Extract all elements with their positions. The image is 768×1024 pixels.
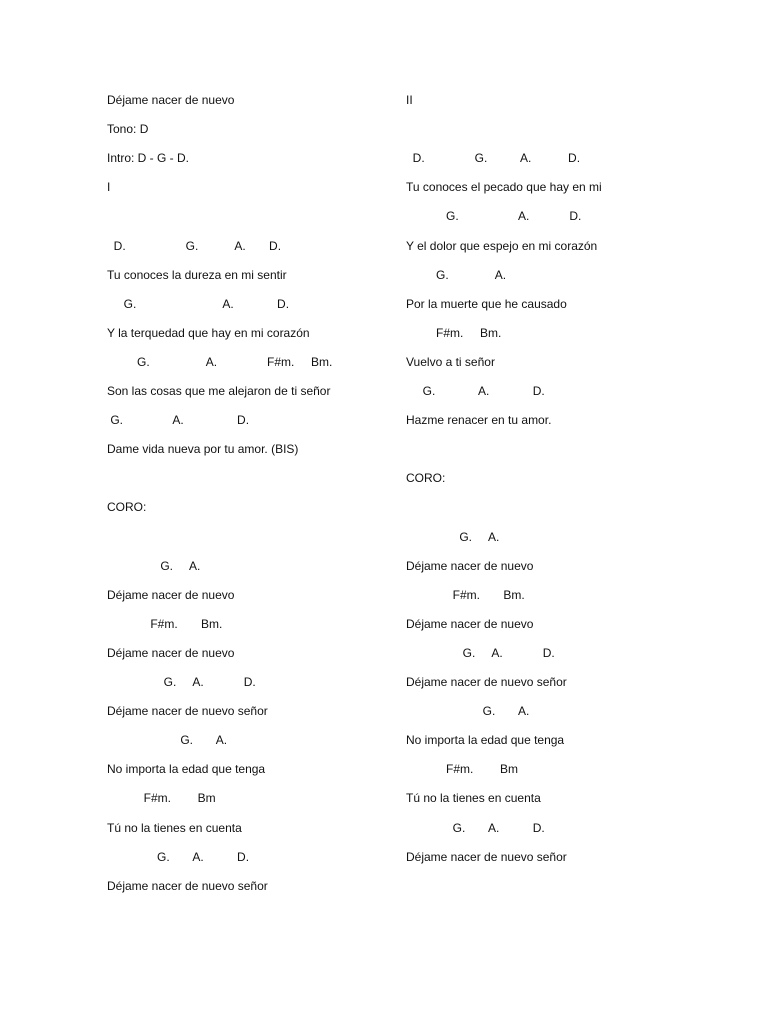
left-column-line: Dame vida nueva por tu amor. (BIS) bbox=[107, 442, 299, 457]
right-column-line: Hazme renacer en tu amor. bbox=[406, 413, 552, 428]
left-column-line: F#m. Bm. bbox=[107, 616, 223, 631]
right-column-line: G. A. D. bbox=[406, 384, 545, 398]
right-column-line: Déjame nacer de nuevo señor bbox=[406, 849, 567, 864]
right-column-line: G. A. bbox=[406, 704, 530, 719]
right-column-line: Por la muerte que he causado bbox=[406, 296, 567, 311]
right-column-line: F#m. Bm. bbox=[406, 587, 525, 602]
left-column-line: G. A. bbox=[107, 733, 228, 748]
left-column-line: Y la terquedad que hay en mi corazón bbox=[107, 325, 310, 340]
left-column-line: Déjame nacer de nuevo señor bbox=[107, 878, 268, 893]
right-column-line: F#m. Bm bbox=[406, 762, 519, 777]
right-column-line: Y el dolor que espejo en mi corazón bbox=[406, 238, 598, 253]
right-column-line: G. A. D. bbox=[406, 820, 545, 835]
right-column-line: CORO: bbox=[406, 471, 446, 486]
left-column-line: Tu conoces la dureza en mi sentir bbox=[107, 267, 287, 282]
left-column-line: G. A. F#m. Bm. bbox=[107, 354, 333, 369]
right-column-line: G. A. bbox=[406, 267, 507, 282]
left-column-line: G. A. D. bbox=[107, 675, 256, 689]
left-column-line: G. A. bbox=[107, 558, 201, 573]
left-column-line: Tú no la tienes en cuenta bbox=[107, 820, 242, 835]
right-column-line: II bbox=[406, 93, 413, 107]
left-column-line: Intro: D - G - D. bbox=[107, 151, 190, 166]
left-column-line: Déjame nacer de nuevo bbox=[107, 93, 235, 107]
right-column-line: Tú no la tienes en cuenta bbox=[406, 791, 541, 806]
right-column-line: G. A. D. bbox=[406, 645, 555, 660]
left-column-line: G. A. D. bbox=[107, 849, 250, 864]
right-column-line: G. A. D. bbox=[406, 209, 582, 224]
right-column-line: No importa la edad que tenga bbox=[406, 733, 565, 748]
right-column-line: D. G. A. D. bbox=[406, 151, 581, 166]
left-column-line: F#m. Bm bbox=[107, 791, 216, 806]
left-column-line: D. G. A. D. bbox=[107, 238, 282, 253]
right-column-line: Déjame nacer de nuevo bbox=[406, 616, 534, 631]
left-column-line: CORO: bbox=[107, 500, 147, 515]
right-column-line: Vuelvo a ti señor bbox=[406, 354, 495, 369]
right-column-line: Déjame nacer de nuevo bbox=[406, 558, 534, 573]
right-column-line: Déjame nacer de nuevo señor bbox=[406, 675, 567, 689]
right-column-line: G. A. bbox=[406, 529, 500, 544]
left-column-line: G. A. D. bbox=[107, 296, 290, 311]
left-column-line: No importa la edad que tenga bbox=[107, 762, 266, 777]
left-column-line: Déjame nacer de nuevo señor bbox=[107, 704, 268, 719]
left-column-line: Déjame nacer de nuevo bbox=[107, 645, 235, 660]
left-column-line: G. A. D. bbox=[107, 413, 250, 428]
left-column-line: Déjame nacer de nuevo bbox=[107, 587, 235, 602]
left-column-line: Tono: D bbox=[107, 122, 149, 137]
right-column-line: F#m. Bm. bbox=[406, 325, 502, 340]
right-column-line: Tu conoces el pecado que hay en mi bbox=[406, 180, 602, 195]
left-column-line: I bbox=[107, 180, 111, 195]
left-column-line: Son las cosas que me alejaron de ti señor bbox=[107, 384, 331, 398]
